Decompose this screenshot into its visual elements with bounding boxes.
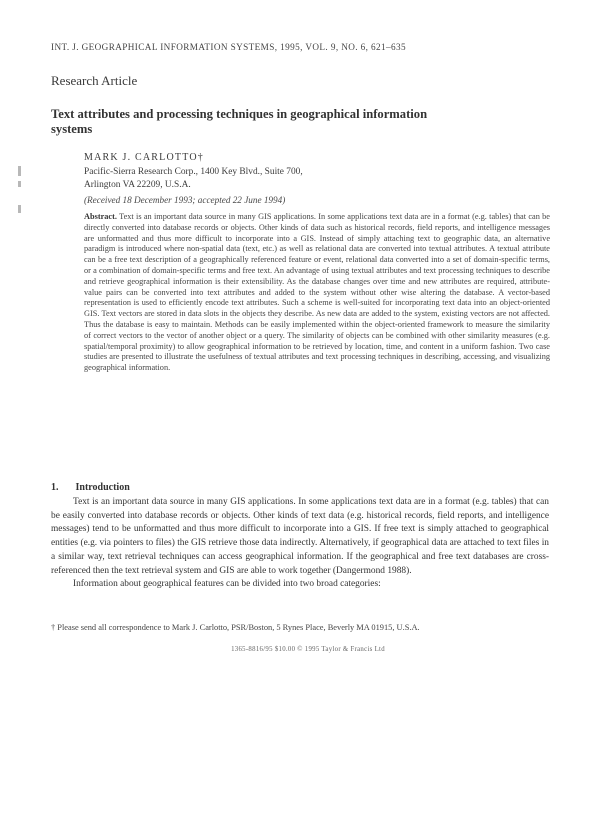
affiliation-line: Pacific-Sierra Research Corp., 1400 Key Blvd., Suite 700, bbox=[84, 167, 303, 177]
article-type-label: Research Article bbox=[51, 73, 138, 88]
affiliation-line: Arlington VA 22209, U.S.A. bbox=[84, 180, 191, 190]
margin-mark bbox=[18, 166, 21, 176]
running-head: INT. J. GEOGRAPHICAL INFORMATION SYSTEMS, 1995, VOL. 9, NO. 6, 621–635 bbox=[51, 42, 407, 52]
body-paragraph: Text is an important data source in many GIS applications. In some applications text data are in a format (e.g. tables) that can be easily converted into database records or objects. Other kinds of text data (e.g. historical records, field reports, and intelligence messages) tend to be unformatted and thus more difficult to incorporate into a GIS. If free text is simply attached to geographical entities (e.g. via pointers to files) the GIS retrieve those data indirectly. Alternatively, if geographical data are attached to text files in a similar way, text retrieval techniques can access geographical information. If the geographical and free text databases are cross-referenced then the text retrieval system and GIS are able to work together (Dangermond 1988). bbox=[51, 497, 549, 576]
section-number: 1. bbox=[51, 482, 59, 493]
body-text bbox=[51, 496, 549, 592]
author-name: MARK J. CARLOTTO† bbox=[84, 152, 204, 163]
copyright-line: 1365-8816/95 $10.00 © 1995 Taylor & Francis Ltd bbox=[231, 646, 385, 653]
abstract-text: Text is an important data source in many GIS applications. In some applications text data are in a format (e.g. tables) that can be directly converted into database records or objects. Other kinds of data such as historical records, field reports, and intelligence messages are unformatted and thus more difficult to incorporate into a GIS. Instead of simply attaching text to geographic data, an alternative paradigm is introduced where non-spatial data (text, etc.) as well as relational data are converted into textual attributes. A textual attribute can be a free text description of a geographically referenced feature or event, relational data converted into a set of domain-specific terms, or a combination of domain-specific terms and free text. An advantage of using textual attributes and text processing techniques to describe and retrieve geographical information is their extensibility. As the database changes over time and new attributes are required, attribute-value pairs can be converted into text attributes and added to the system without other wise altering the database. A vector-based representation is used to efficiently encode text attributes. Such a scheme is well-suited for incorporating text data into an object-oriented GIS. Text vectors are stored in data slots in the objects they describe. As new data are added to the system, existing vectors are not affected. Thus the database is easy to maintain. Methods can be easily implemented within the object-oriented framework to measure the similarity of correct vectors to the vector of another object or a query. The similarity of objects can be combined with other similarity measures (e.g. spatial/temporal proximity) to allow geographical information to be retrieved by location, time, and content in a uniform fashion. Two case studies are presented to illustrate the usefulness of textual attributes and text processing techniques in describing, accessing, and visualizing geographical information. bbox=[84, 212, 550, 373]
margin-mark bbox=[18, 181, 21, 187]
abstract bbox=[84, 212, 550, 374]
author-affiliation bbox=[84, 166, 384, 192]
footnote: † Please send all correspondence to Mark J. Carlotto, PSR/Boston, 5 Rynes Place, Beverly MA 01915, U.S.A. bbox=[51, 623, 420, 632]
margin-mark bbox=[18, 205, 21, 213]
article-title: Text attributes and processing techniques in geographical information systems bbox=[51, 107, 428, 136]
abstract-label: Abstract. bbox=[84, 212, 117, 221]
section-heading bbox=[51, 482, 130, 493]
section-title: Introduction bbox=[75, 482, 130, 493]
received-dates: (Received 18 December 1993; accepted 22 June 1994) bbox=[84, 195, 286, 205]
body-paragraph: Information about geographical features can be divided into two broad categories: bbox=[73, 579, 381, 590]
